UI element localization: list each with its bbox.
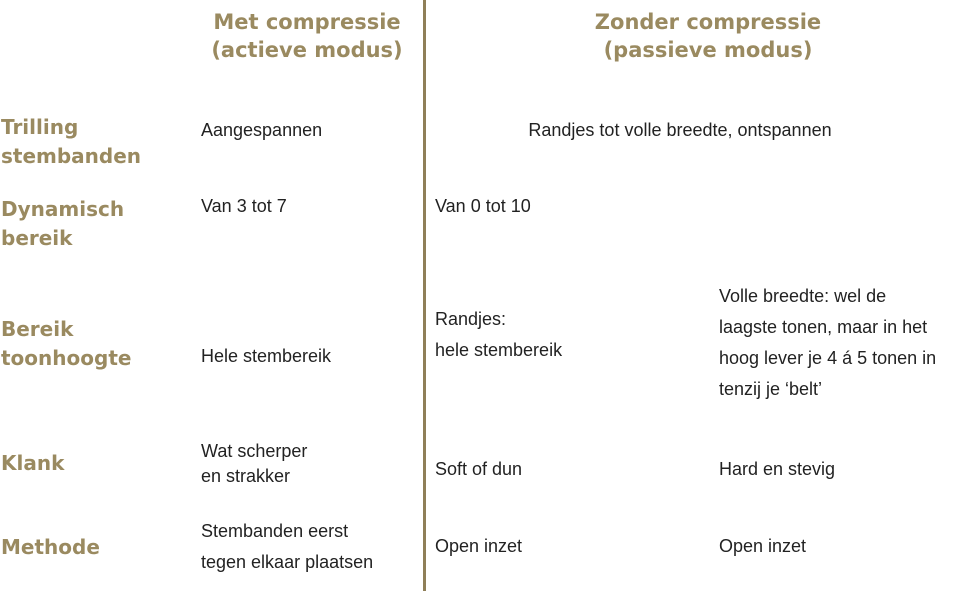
header-passive-line-1: Zonder compressie (594, 10, 822, 34)
row-label-toonhoogte-line-1: Bereik (1, 317, 74, 341)
cell-methode-passive-edges: Open inzet (435, 536, 523, 556)
cell-klank-active-line-1: Wat scherper (201, 441, 308, 461)
row-label-trilling-line-2: stembanden (1, 144, 142, 168)
cell-methode-passive-full: Open inzet (719, 536, 807, 556)
header-active-line-1: Met compressie (213, 10, 401, 34)
cell-toonhoogte-passive-edges-line-1: Randjes: (435, 309, 507, 329)
cell-klank-passive-edges: Soft of dun (435, 459, 523, 479)
cell-toonhoogte-passive-edges (435, 304, 562, 366)
cell-toonhoogte-passive-full-line-4: tenzij je ‘belt’ (719, 379, 823, 399)
row-label-dynamisch-line-2: bereik (1, 226, 73, 250)
cell-methode-active-line-1: Stembanden eerst (201, 521, 349, 541)
cell-dynamisch-active: Van 3 tot 7 (201, 196, 287, 216)
header-active-line-2: (actieve modus) (211, 38, 403, 62)
cell-methode-active-line-2: tegen elkaar plaatsen (201, 552, 374, 572)
row-label-toonhoogte (1, 315, 131, 373)
row-label-trilling-line-1: Trilling (1, 115, 79, 139)
cell-toonhoogte-passive-full-line-1: Volle breedte: wel de (719, 286, 887, 306)
cell-klank-active-line-2: en strakker (201, 466, 291, 486)
cell-toonhoogte-passive-full-line-3: hoog lever je 4 á 5 tonen in (719, 348, 937, 368)
cell-toonhoogte-passive-edges-line-2: hele stembereik (435, 340, 563, 360)
header-passive-line-2: (passieve modus) (603, 38, 813, 62)
row-label-klank (1, 449, 64, 478)
header-passive (570, 8, 846, 64)
header-active (196, 8, 418, 64)
cell-dynamisch-passive: Van 0 tot 10 (435, 196, 531, 216)
cell-toonhoogte-active: Hele stembereik (201, 346, 332, 366)
row-label-dynamisch (1, 195, 124, 253)
row-label-methode-line-1: Methode (1, 535, 100, 559)
cell-trilling-active: Aangespannen (201, 120, 323, 140)
cell-toonhoogte-passive-full (719, 281, 973, 405)
cell-methode-active (201, 516, 373, 578)
column-divider (423, 0, 426, 591)
row-label-toonhoogte-line-2: toonhoogte (1, 346, 132, 370)
cell-klank-active (201, 439, 307, 489)
cell-klank-passive-full: Hard en stevig (719, 459, 836, 479)
cell-toonhoogte-passive-full-line-2: laagste tonen, maar in het (719, 317, 928, 337)
row-label-klank-line-1: Klank (1, 451, 65, 475)
row-label-methode (1, 533, 100, 562)
row-label-dynamisch-line-1: Dynamisch (1, 197, 125, 221)
cell-trilling-passive: Randjes tot volle breedte, ontspannen (528, 120, 832, 140)
row-label-trilling (1, 113, 141, 171)
